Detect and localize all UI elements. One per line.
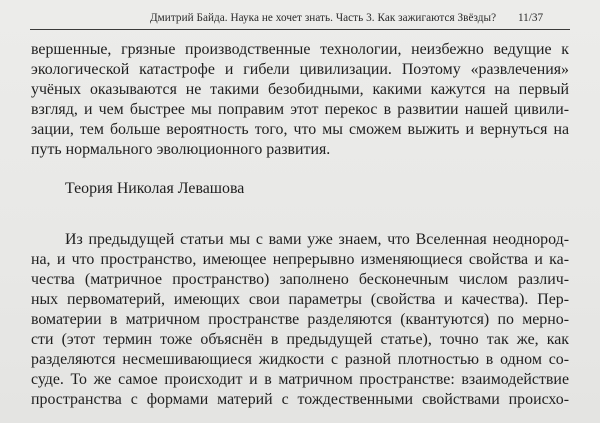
text-line: сти (этот термин тоже объяснён в предыдущей статье), точно так же, как bbox=[31, 331, 569, 348]
text-line: зации, тем больше вероятность того, что мы сможем выжить и вернуться на bbox=[31, 121, 569, 138]
text-line: на, и что пространство, имеющее непрерывно изменяющиеся свойства и ка- bbox=[31, 251, 569, 268]
text-line: учёных оказываются не такими безобидными, какими кажутся на первый bbox=[31, 81, 569, 98]
page-header bbox=[0, 0, 600, 36]
header-title: Дмитрий Байда. Наука не хочет знать. Часть 3. Как зажигаются Звёзды? bbox=[150, 12, 497, 24]
page-number: 11/37 bbox=[518, 12, 544, 24]
text-line: путь нормального эволюционного развития. bbox=[31, 141, 331, 158]
text-line: ных первоматерий, имеющих свои параметры (свойства и качества). Пер- bbox=[31, 291, 569, 308]
text-line: экологической катастрофе и гибели цивилизации. Поэтому «развлечения» bbox=[31, 61, 569, 78]
text-line: пространства с формами материй с тождественными свойствами происхо- bbox=[31, 391, 569, 408]
text-line: чества (матричное пространство) заполнено бесконечным числом различ- bbox=[31, 271, 569, 288]
text-line: Из предыдущей статьи мы с вами уже знаем, что Вселенная неоднород- bbox=[65, 231, 569, 248]
text-line: суде. То же самое происходит и в матричном пространстве: взаимодействие bbox=[31, 371, 569, 388]
text-line: вершенные, грязные производственные технологии, неизбежно ведущие к bbox=[31, 41, 569, 58]
header-rule bbox=[30, 29, 570, 30]
text-line: взгляд, и чем быстрее мы поправим этот перекос в развитии нашей цивили- bbox=[31, 101, 569, 118]
text-line: воматерии в матричном пространстве разделяются (квантуются) по мерно- bbox=[31, 311, 569, 328]
section-heading: Теория Николая Левашова bbox=[65, 180, 245, 197]
text-line: разделяются несмешивающиеся жидкости с разной плотностью в одном со- bbox=[31, 351, 569, 368]
